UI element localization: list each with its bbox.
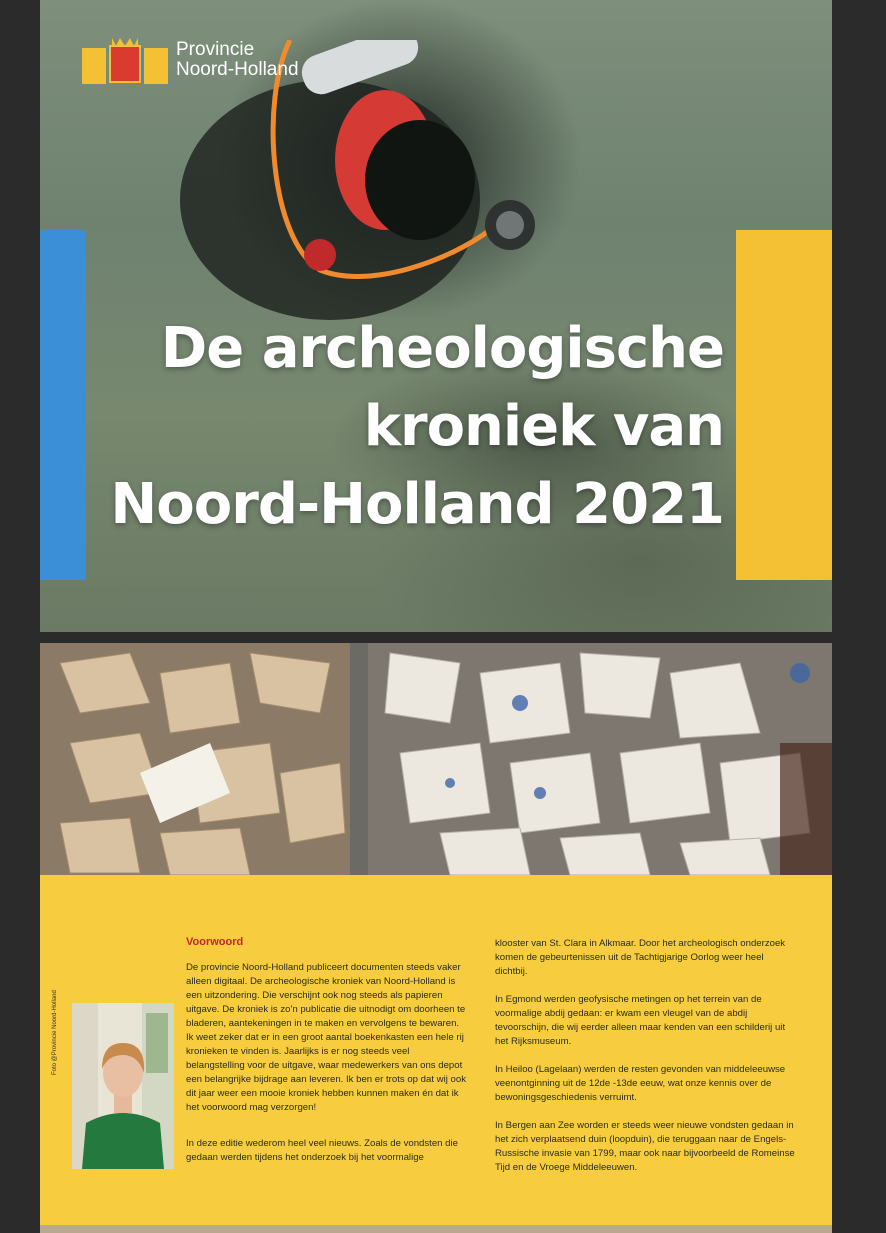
next-page-strip: [40, 1225, 832, 1233]
province-logo[interactable]: [82, 36, 299, 84]
title-line-2: kroniek van: [363, 394, 724, 459]
photo-credit: Foto @Provincie Noord-Holland: [52, 990, 58, 1075]
diver-illustration: [150, 40, 550, 340]
author-portrait: [72, 1003, 174, 1169]
foreword-heading: Voorwoord: [186, 936, 244, 948]
foreword-paragraph: In deze editie wederom heel veel nieuws. Zoals de vondsten die gedaan werden tijdens het onderzoek bij het voormalige: [186, 1138, 458, 1163]
foreword-paragraph: In Heiloo (Lagelaan) werden de resten gevonden van middeleeuwse veenontginning uit de 12de -13de eeuw, wat onze kennis over de bewoningsgeschiedenis verruimt.: [495, 1064, 786, 1103]
pottery-shards-photo: [40, 643, 832, 875]
foreword-paragraph: klooster van St. Clara in Alkmaar. Door het archeologisch onderzoek komen de gebeurtenissen uit de Tachtigjarige Oorlog weer heel dichtbij.: [495, 938, 786, 977]
province-name: [176, 40, 299, 80]
cover: [40, 0, 832, 632]
yellow-accent-bar: [736, 230, 832, 580]
foreword-column-1: [186, 935, 466, 1179]
foreword-section: [40, 875, 832, 1225]
cover-title: [84, 310, 724, 544]
title-line-1: De archeologische: [160, 316, 724, 381]
foreword-paragraph: In Bergen aan Zee worden er steeds weer nieuwe vondsten gedaan in het zich verplaatsend duin (loopduin), die teruggaan naar de Engels-Russische invasie van 1799, maar ook naar bijvoorbeeld de Romeinse Tijd en de Vroege Middeleeuwen.: [495, 1120, 795, 1173]
shards-illustration: [40, 643, 832, 875]
province-name-line1: Provincie: [176, 39, 255, 60]
foreword-column-2: [495, 937, 795, 1189]
foreword-paragraph: In Egmond werden geofysische metingen op het terrein van de voormalige abdij gedaan: er kwam een vleugel van de abdij tevoorschijn, die wij eerder alleen maar kenden van een schilderij uit het Rijksmuseum.: [495, 994, 786, 1047]
foreword-paragraph: De provincie Noord-Holland publiceert documenten steeds vaker alleen digitaal. De archeologische kroniek van Noord-Holland is een uitzondering. Die verschijnt ook nog steeds als papieren uitgave. De kroniek is zo'n publicatie die uitnodigt om doorheen te bladeren, aantekeningen in te maken en vervolgens te bewaren. Ik weet zeker dat er in een groot aantal boekenkasten een hele rij kronieken te vinden is. Jaarlijks is er nog steeds veel belangstelling voor de uitgave, waar medewerkers van ons depot een belangrijke bijdrage aan leveren. Ik ben er trots op dat wij ook dit jaar weer een mooie kroniek hebben kunnen maken én dat ik het voorwoord mag verzorgen!: [186, 962, 466, 1113]
province-emblem-icon: [82, 36, 168, 84]
title-line-3: Noord-Holland 2021: [110, 472, 724, 537]
blue-accent-bar: [40, 230, 86, 580]
province-name-line2: Noord-Holland: [176, 59, 299, 80]
